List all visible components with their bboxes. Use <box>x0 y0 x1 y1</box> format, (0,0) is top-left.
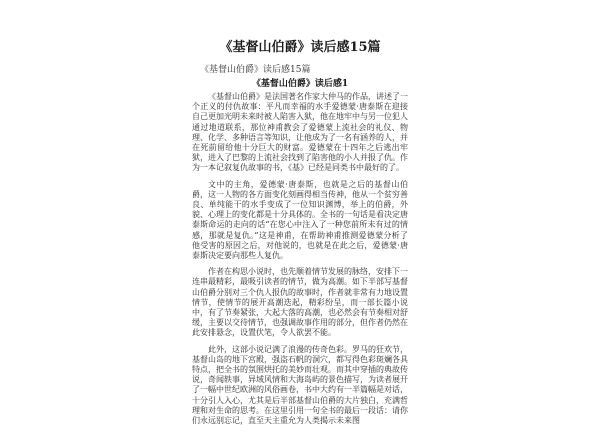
section-heading: 《基督山伯爵》读后感1 <box>251 79 349 89</box>
paragraph-1: 《基督山伯爵》是法国著名作家大仲马的作品，讲述了一个正义的付仇故事：平凡而幸福的水手爱德蒙·唐泰斯在迎接自己更加光明未来时被人陷害入狱，他在地牢中与另一位犯人通过地道联系，那位神甫教会了爱德蒙上流社会的礼仪、物理、化学、多种语言等知识，让他成为了一名有涵养的人，并在死前留给他十分巨大的财富。爱德蒙在十四年之后逃出牢狱，进入了巴黎的上流社会找到了陷害他的小人并报了仇。作为一本记叙复仇故事的书，《基》已经是同类书中最好的了。 <box>192 92 408 173</box>
paragraph-2: 文中的主角，爱德蒙·唐泰斯，也就是之后的基督山伯爵，这一人物的各方面变化刻画得相当传神，他从一个贫穷善良、单纯能干的水手变成了一位知识渊博，举上的伯爵，外貌、心理上的变化都是十分具体的。全书的一句话是看决定唐泰斯命运的走向的话“在您心中注入了一种您前所未有过的情感，那就是复仇。”这是神甫，在帮助神甫推测爱德蒙分析了他受害的原因之后，对他说的，也就是在此之后，爱德蒙·唐泰斯决定要向那些人复仇。 <box>192 179 408 261</box>
document-subtitle: 《基督山伯爵》读后感15篇 <box>200 65 311 75</box>
paragraph-3: 作者在构思小说时，也先顺着情节发展的脉络，安排下一连串最精彩，最吸引读者的情节，做为高潮。如下半部写基督山伯爵分别对三个仇人报仇的故事时，作者就非常有力地设置情节，使情节的展开高潮迭起，精彩纷呈，而一部长篇小说中，有了节奏紧张，大起大落的高潮，也必然会有节奏相对舒缓，主要以交待情节，也强调故事作用的部分，但作者仍然在此安排悬念，设置伏笔，令人欲罢不能。 <box>192 267 408 338</box>
body-text <box>192 92 408 432</box>
document-title: 《基督山伯爵》读后感15篇 <box>219 40 381 55</box>
paragraph-4: 此外，这部小说记满了浪漫的传奇色彩。罗马的狂欢节，基督山岛的地下宫殿，强盗石帆的洞穴，都写得色彩斑斓各具特点，把全书的氛围烘托的美妙而壮观。而其中穿插的典故传说，奇闻轶事，异域风情和大海岛屿的景色描写，为读者展开了一幅中世纪欧洲的风俗画卷，书中大约有一半篇幅是对话，十分引人入心，尤其是后半部基督山伯爵的大片独白，充满哲理和对生命的思考。在这里引用一句全书的最后一段话：请你们永远别忘记，直至天主重允为人类揭示未来图 <box>192 344 408 426</box>
